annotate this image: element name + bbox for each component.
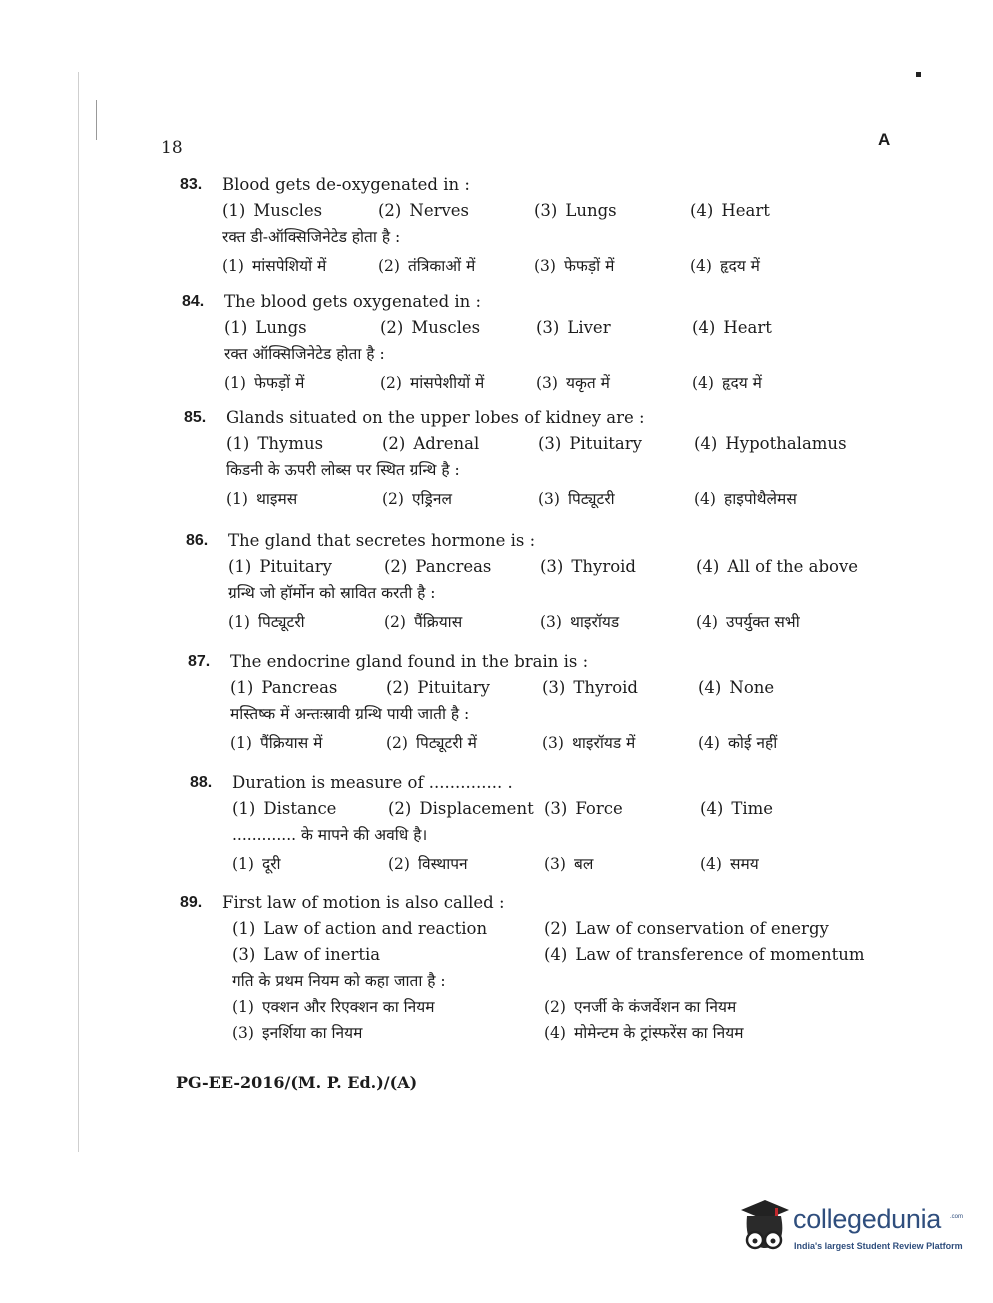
option-text: समय xyxy=(729,855,759,873)
option-text: पिट्यूटरी xyxy=(567,490,615,508)
option-number: (2) xyxy=(388,855,410,873)
option-number: (4) xyxy=(690,257,712,275)
option-number: (2) xyxy=(380,374,402,392)
option-text: Nerves xyxy=(409,201,470,220)
option-4-hi xyxy=(700,851,759,877)
scan-dot xyxy=(916,72,921,77)
option-1-en xyxy=(230,675,337,701)
option-number: (1) xyxy=(226,434,250,453)
question-text-hi: ............. के मापने की अवधि है। xyxy=(232,826,428,844)
option-number: (3) xyxy=(542,734,564,752)
option-text: फेफड़ों में xyxy=(253,374,305,392)
option-number: (2) xyxy=(378,257,400,275)
option-text: Force xyxy=(575,799,623,818)
logo-wordmark: collegedunia xyxy=(793,1204,942,1234)
question-86 xyxy=(186,528,886,635)
option-3-hi xyxy=(536,370,610,396)
option-number: (4) xyxy=(698,734,720,752)
option-2-en xyxy=(384,554,491,580)
option-text: पिट्यूटरी xyxy=(257,613,305,631)
option-text: उपर्युक्त सभी xyxy=(725,613,800,631)
option-3-hi xyxy=(544,851,593,877)
question-83 xyxy=(180,172,880,279)
option-4-hi xyxy=(698,730,777,756)
option-number: (2) xyxy=(384,613,406,631)
option-number: (2) xyxy=(382,490,404,508)
option-4-hi xyxy=(694,486,797,512)
question-85 xyxy=(184,405,884,512)
set-label: A xyxy=(878,130,891,149)
option-text: Displacement xyxy=(419,799,534,818)
option-text: Pancreas xyxy=(261,678,338,697)
option-4-en xyxy=(690,198,770,224)
option-2-hi xyxy=(388,851,468,877)
option-number: (2) xyxy=(386,734,408,752)
option-number: (1) xyxy=(232,855,254,873)
option-number: (1) xyxy=(230,734,252,752)
question-number: 84. xyxy=(182,293,205,310)
option-2-en xyxy=(380,315,480,341)
option-3-hi xyxy=(540,609,619,635)
option-text: पैंक्रियास xyxy=(413,613,463,631)
question-84 xyxy=(182,289,882,396)
option-text: Thyroid xyxy=(573,678,638,697)
question-text-en: The blood gets oxygenated in : xyxy=(224,292,482,311)
option-1-en: (1) Law of action and reaction xyxy=(232,919,488,938)
option-number: (2) xyxy=(382,434,406,453)
option-text: एड्रिनल xyxy=(411,490,452,508)
option-number: (1) xyxy=(224,318,248,337)
option-4-hi: (4) मोमेन्टम के ट्रांस्फरेंस का नियम xyxy=(544,1024,744,1042)
option-number: (1) xyxy=(228,557,252,576)
question-text-hi: ग्रन्थि जो हॉर्मोन को स्रावित करती है : xyxy=(228,584,436,602)
option-text: कोई नहीं xyxy=(727,734,778,752)
option-number: (4) xyxy=(692,318,716,337)
option-number: (3) xyxy=(536,374,558,392)
option-text: Heart xyxy=(723,318,772,337)
option-3-en xyxy=(544,796,623,822)
option-1-hi xyxy=(228,609,305,635)
option-number: (1) xyxy=(222,201,246,220)
option-number: (2) xyxy=(386,678,410,697)
option-number: (4) xyxy=(694,434,718,453)
option-text: Pituitary xyxy=(569,434,642,453)
option-number: (3) xyxy=(534,201,558,220)
question-text-en: The endocrine gland found in the brain is : xyxy=(230,652,589,671)
option-3-en xyxy=(540,554,636,580)
option-4-en xyxy=(700,796,773,822)
option-number: (3) xyxy=(538,434,562,453)
option-1-hi xyxy=(232,851,281,877)
option-number: (3) xyxy=(542,678,566,697)
option-3-hi xyxy=(538,486,615,512)
option-2-hi xyxy=(382,486,452,512)
question-text-en: The gland that secretes hormone is : xyxy=(228,531,536,550)
question-text-hi: मस्तिष्क में अन्तःस्रावी ग्रन्थि पायी जाती है : xyxy=(230,705,470,723)
question-text-hi: रक्त ऑक्सिजिनेटेड होता है : xyxy=(224,345,385,363)
option-text: Adrenal xyxy=(413,434,480,453)
option-3-en: (3) Law of inertia xyxy=(232,945,381,964)
option-1-hi xyxy=(230,730,322,756)
option-4-en xyxy=(696,554,858,580)
option-number: (2) xyxy=(388,799,412,818)
question-number: 89. xyxy=(180,894,203,911)
question-text-en: Blood gets de-oxygenated in : xyxy=(222,175,470,194)
option-text: पैंक्रियास में xyxy=(259,734,323,752)
option-1-hi xyxy=(224,370,304,396)
option-number: (4) xyxy=(698,678,722,697)
option-text: Lungs xyxy=(255,318,307,337)
option-2-hi xyxy=(386,730,477,756)
option-1-en xyxy=(226,431,323,457)
option-text: None xyxy=(729,678,775,697)
option-text: Thymus xyxy=(257,434,324,453)
option-2-hi xyxy=(380,370,484,396)
page-number: 18 xyxy=(161,138,183,158)
option-text: Lungs xyxy=(565,201,617,220)
option-2-hi xyxy=(384,609,462,635)
option-1-hi xyxy=(222,253,326,279)
option-4-en xyxy=(698,675,774,701)
option-4-en xyxy=(692,315,772,341)
option-1-en xyxy=(232,796,336,822)
option-text: Liver xyxy=(567,318,611,337)
option-text: यकृत में xyxy=(565,374,610,392)
option-3-hi xyxy=(534,253,614,279)
option-number: (3) xyxy=(540,557,564,576)
option-4-en xyxy=(694,431,847,457)
option-number: (2) xyxy=(380,318,404,337)
question-number: 83. xyxy=(180,176,203,193)
option-1-en xyxy=(228,554,332,580)
option-text: मांसपेशियों में xyxy=(251,257,327,275)
option-number: (1) xyxy=(224,374,246,392)
option-3-en xyxy=(538,431,642,457)
option-2-en: (2) Law of conservation of energy xyxy=(544,919,829,938)
option-text: Pituitary xyxy=(417,678,490,697)
option-text: All of the above xyxy=(727,557,859,576)
option-text: हृदय में xyxy=(721,374,762,392)
option-text: Heart xyxy=(721,201,770,220)
scan-mark xyxy=(96,100,97,140)
option-text: मांसपेशीयों में xyxy=(409,374,485,392)
option-number: (3) xyxy=(544,799,568,818)
option-4-hi xyxy=(692,370,762,396)
option-number: (1) xyxy=(230,678,254,697)
option-text: बल xyxy=(573,855,594,873)
mascot-icon xyxy=(735,1196,793,1258)
option-text: दूरी xyxy=(261,855,281,873)
question-text-hi: रक्त डी-ऑक्सिजिनेटेड होता है : xyxy=(222,228,401,246)
option-2-en xyxy=(388,796,534,822)
question-text-en: First law of motion is also called : xyxy=(222,893,505,912)
option-number: (1) xyxy=(228,613,250,631)
option-text: Muscles xyxy=(411,318,481,337)
option-number: (3) xyxy=(544,855,566,873)
option-2-hi: (2) एनर्जी के कंजर्वेशन का नियम xyxy=(544,998,737,1016)
option-text: Pituitary xyxy=(259,557,332,576)
option-text: विस्थापन xyxy=(417,855,468,873)
scan-margin-line xyxy=(78,72,79,1152)
option-3-en xyxy=(536,315,611,341)
option-2-hi xyxy=(378,253,475,279)
option-number: (4) xyxy=(690,201,714,220)
logo-tagline: India's largest Student Review Platform xyxy=(794,1241,963,1251)
logo-domain: .com xyxy=(950,1214,964,1220)
option-text: पिट्यूटरी में xyxy=(415,734,477,752)
option-1-en xyxy=(224,315,307,341)
paper-code: PG-EE-2016/(M. P. Ed.)/(A) xyxy=(176,1073,418,1092)
option-2-en xyxy=(378,198,469,224)
option-text: Distance xyxy=(263,799,337,818)
option-number: (4) xyxy=(700,855,722,873)
option-number: (3) xyxy=(534,257,556,275)
option-text: थाइरॉयड में xyxy=(571,734,636,752)
question-number: 88. xyxy=(190,774,213,791)
question-text-hi: गति के प्रथम नियम को कहा जाता है : xyxy=(232,972,446,990)
option-number: (3) xyxy=(540,613,562,631)
option-number: (4) xyxy=(696,557,720,576)
option-2-en xyxy=(386,675,490,701)
option-text: थाइरॉयड xyxy=(569,613,620,631)
question-number: 86. xyxy=(186,532,209,549)
question-text-en: Glands situated on the upper lobes of kidney are : xyxy=(226,408,645,427)
option-1-hi xyxy=(226,486,297,512)
question-88 xyxy=(190,770,890,877)
option-text: Pancreas xyxy=(415,557,492,576)
option-number: (2) xyxy=(378,201,402,220)
option-3-hi: (3) इनर्शिया का नियम xyxy=(232,1024,363,1042)
option-text: Time xyxy=(731,799,774,818)
option-3-en xyxy=(542,675,638,701)
option-number: (4) xyxy=(696,613,718,631)
option-text: Thyroid xyxy=(571,557,636,576)
option-text: तंत्रिकाओं में xyxy=(407,257,476,275)
option-4-hi xyxy=(696,609,800,635)
question-text-en: Duration is measure of .............. . xyxy=(232,773,513,792)
option-number: (2) xyxy=(384,557,408,576)
option-text: Muscles xyxy=(253,201,323,220)
option-number: (1) xyxy=(226,490,248,508)
option-number: (4) xyxy=(694,490,716,508)
question-87 xyxy=(188,649,888,756)
option-3-hi xyxy=(542,730,635,756)
option-3-en xyxy=(534,198,617,224)
option-text: हृदय में xyxy=(719,257,760,275)
option-2-en xyxy=(382,431,479,457)
option-1-hi: (1) एक्शन और रिएक्शन का नियम xyxy=(232,998,435,1016)
option-text: थाइमस xyxy=(255,490,298,508)
question-number: 85. xyxy=(184,409,207,426)
question-89 xyxy=(180,890,880,1046)
question-text-hi: किडनी के ऊपरी लोब्स पर स्थित ग्रन्थि है : xyxy=(226,461,460,479)
question-number: 87. xyxy=(188,653,211,670)
option-text: फेफड़ों में xyxy=(563,257,615,275)
option-1-en xyxy=(222,198,322,224)
option-text: हाइपोथैलेमस xyxy=(723,490,797,508)
option-number: (3) xyxy=(538,490,560,508)
collegedunia-logo[interactable] xyxy=(735,1196,964,1258)
option-number: (4) xyxy=(692,374,714,392)
option-4-hi xyxy=(690,253,760,279)
option-number: (1) xyxy=(232,799,256,818)
option-4-en: (4) Law of transference of momentum xyxy=(544,945,865,964)
option-number: (1) xyxy=(222,257,244,275)
option-number: (4) xyxy=(700,799,724,818)
option-text: Hypothalamus xyxy=(725,434,847,453)
option-number: (3) xyxy=(536,318,560,337)
